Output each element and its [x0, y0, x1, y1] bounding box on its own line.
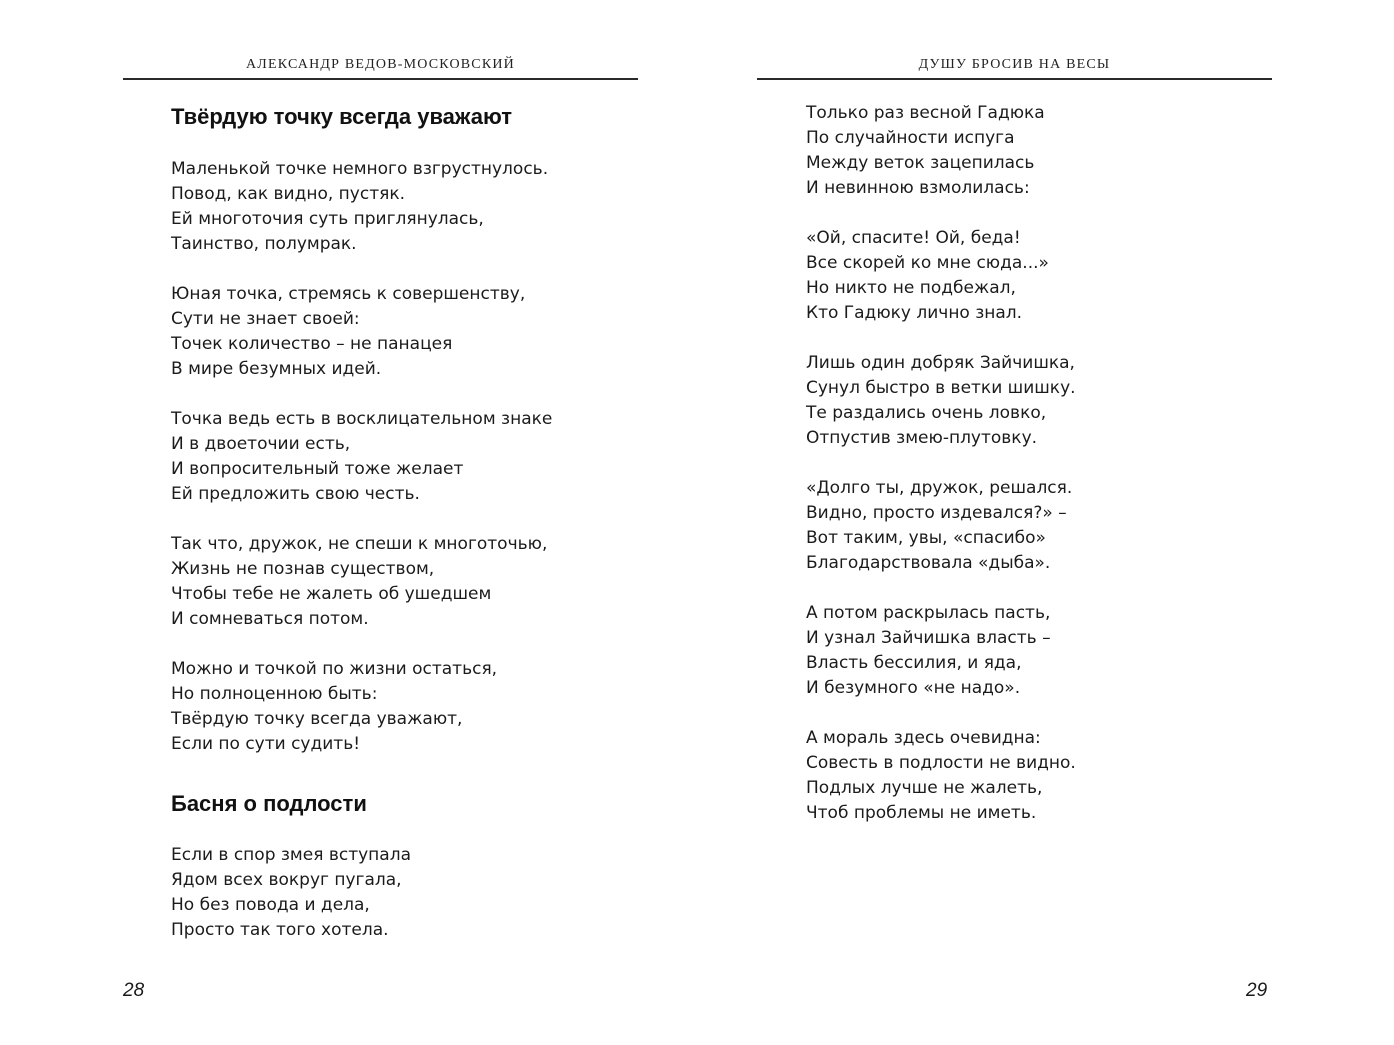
poem-line: И безумного «не надо». [806, 678, 1021, 698]
poem-line: Но без повода и дела, [171, 895, 370, 915]
poem-line: Только раз весной Гадюка [806, 103, 1045, 123]
poem-line: В мире безумных идей. [171, 359, 382, 379]
poem-line: Сунул быстро в ветки шишку. [806, 378, 1076, 398]
poem-line: Если по сути судить! [171, 734, 361, 754]
poem-line: Юная точка, стремясь к совершенству, [171, 284, 526, 304]
poem-line: Точек количество – не панацея [171, 334, 453, 354]
left-page-content [171, 99, 641, 968]
poem-line: Отпустив змею-плутовку. [806, 428, 1038, 448]
right-page-content [806, 101, 1276, 851]
poem-line: И в двоеточии есть, [171, 434, 351, 454]
page-number: 28 [123, 980, 145, 1001]
poem-line: Можно и точкой по жизни остаться, [171, 659, 498, 679]
header-rule [757, 78, 1272, 80]
poem-line: А мораль здесь очевидна: [806, 728, 1041, 748]
poem-line: Видно, просто издевался?» – [806, 503, 1067, 523]
poem-line: Вот таким, увы, «спасибо» [806, 528, 1046, 548]
poem-line: Те раздались очень ловко, [806, 403, 1047, 423]
poem-line: Таинство, полумрак. [171, 234, 357, 254]
poem-line: Но полноценною быть: [171, 684, 378, 704]
poem-line: Благодарствовала «дыба». [806, 553, 1051, 573]
running-head-author: АЛЕКСАНДР ВЕДОВ-МОСКОВСКИЙ [246, 57, 515, 72]
poem-line: И вопросительный тоже желает [171, 459, 464, 479]
poem-line: Если в спор змея вступала [171, 845, 411, 865]
stanza [806, 351, 1276, 451]
poem-line: Чтобы тебе не жалеть об ушедшем [171, 584, 492, 604]
poem-line: Лишь один добряк Зайчишка, [806, 353, 1075, 373]
poem-line: И невинною взмолилась: [806, 178, 1030, 198]
poem-line: Все скорей ко мне сюда...» [806, 253, 1049, 273]
poem-line: Ей многоточия суть приглянулась, [171, 209, 484, 229]
stanza [171, 657, 641, 757]
poem-line: «Долго ты, дружок, решался. [806, 478, 1073, 498]
right-page [697, 0, 1394, 1045]
poem-line: Так что, дружок, не спеши к многоточью, [171, 534, 548, 554]
poem-line: «Ой, спасите! Ой, беда! [806, 228, 1021, 248]
poem-line: Власть бессилия, и яда, [806, 653, 1022, 673]
poem-line: Просто так того хотела. [171, 920, 389, 940]
poem-line: Ядом всех вокруг пугала, [171, 870, 402, 890]
poem-line: Повод, как видно, пустяк. [171, 184, 405, 204]
stanza [806, 476, 1276, 576]
poem-title: Басня о подлости [171, 791, 367, 816]
poem-line: Совесть в подлости не видно. [806, 753, 1076, 773]
poem-line: Но никто не подбежал, [806, 278, 1016, 298]
page-number: 29 [1246, 980, 1268, 1001]
poem-line: По случайности испуга [806, 128, 1015, 148]
poem-title: Твёрдую точку всегда уважают [171, 104, 513, 129]
poem-line: Чтоб проблемы не иметь. [806, 803, 1037, 823]
stanza [806, 226, 1276, 326]
poem-line: Между веток зацепилась [806, 153, 1035, 173]
poem-line: Подлых лучше не жалеть, [806, 778, 1043, 798]
header-rule [123, 78, 638, 80]
stanza [171, 282, 641, 382]
poem-line: А потом раскрылась пасть, [806, 603, 1051, 623]
stanza [171, 843, 641, 943]
poem-line: И узнал Зайчишка власть – [806, 628, 1051, 648]
poem-line: Кто Гадюку лично знал. [806, 303, 1023, 323]
poem-line: Твёрдую точку всегда уважают, [171, 709, 463, 729]
stanza [806, 726, 1276, 826]
stanza [806, 601, 1276, 701]
poem-line: Маленькой точке немного взгрустнулось. [171, 159, 549, 179]
poem-line: И сомневаться потом. [171, 609, 369, 629]
stanza [806, 101, 1276, 201]
stanza [171, 532, 641, 632]
poem-line: Ей предложить свою честь. [171, 484, 420, 504]
poem-line: Точка ведь есть в восклицательном знаке [171, 409, 553, 429]
poem-line: Жизнь не познав существом, [171, 559, 435, 579]
poem-line: Сути не знает своей: [171, 309, 360, 329]
running-head-title: ДУШУ БРОСИВ НА ВЕСЫ [918, 57, 1111, 72]
stanza [171, 407, 641, 507]
stanza [171, 157, 641, 257]
